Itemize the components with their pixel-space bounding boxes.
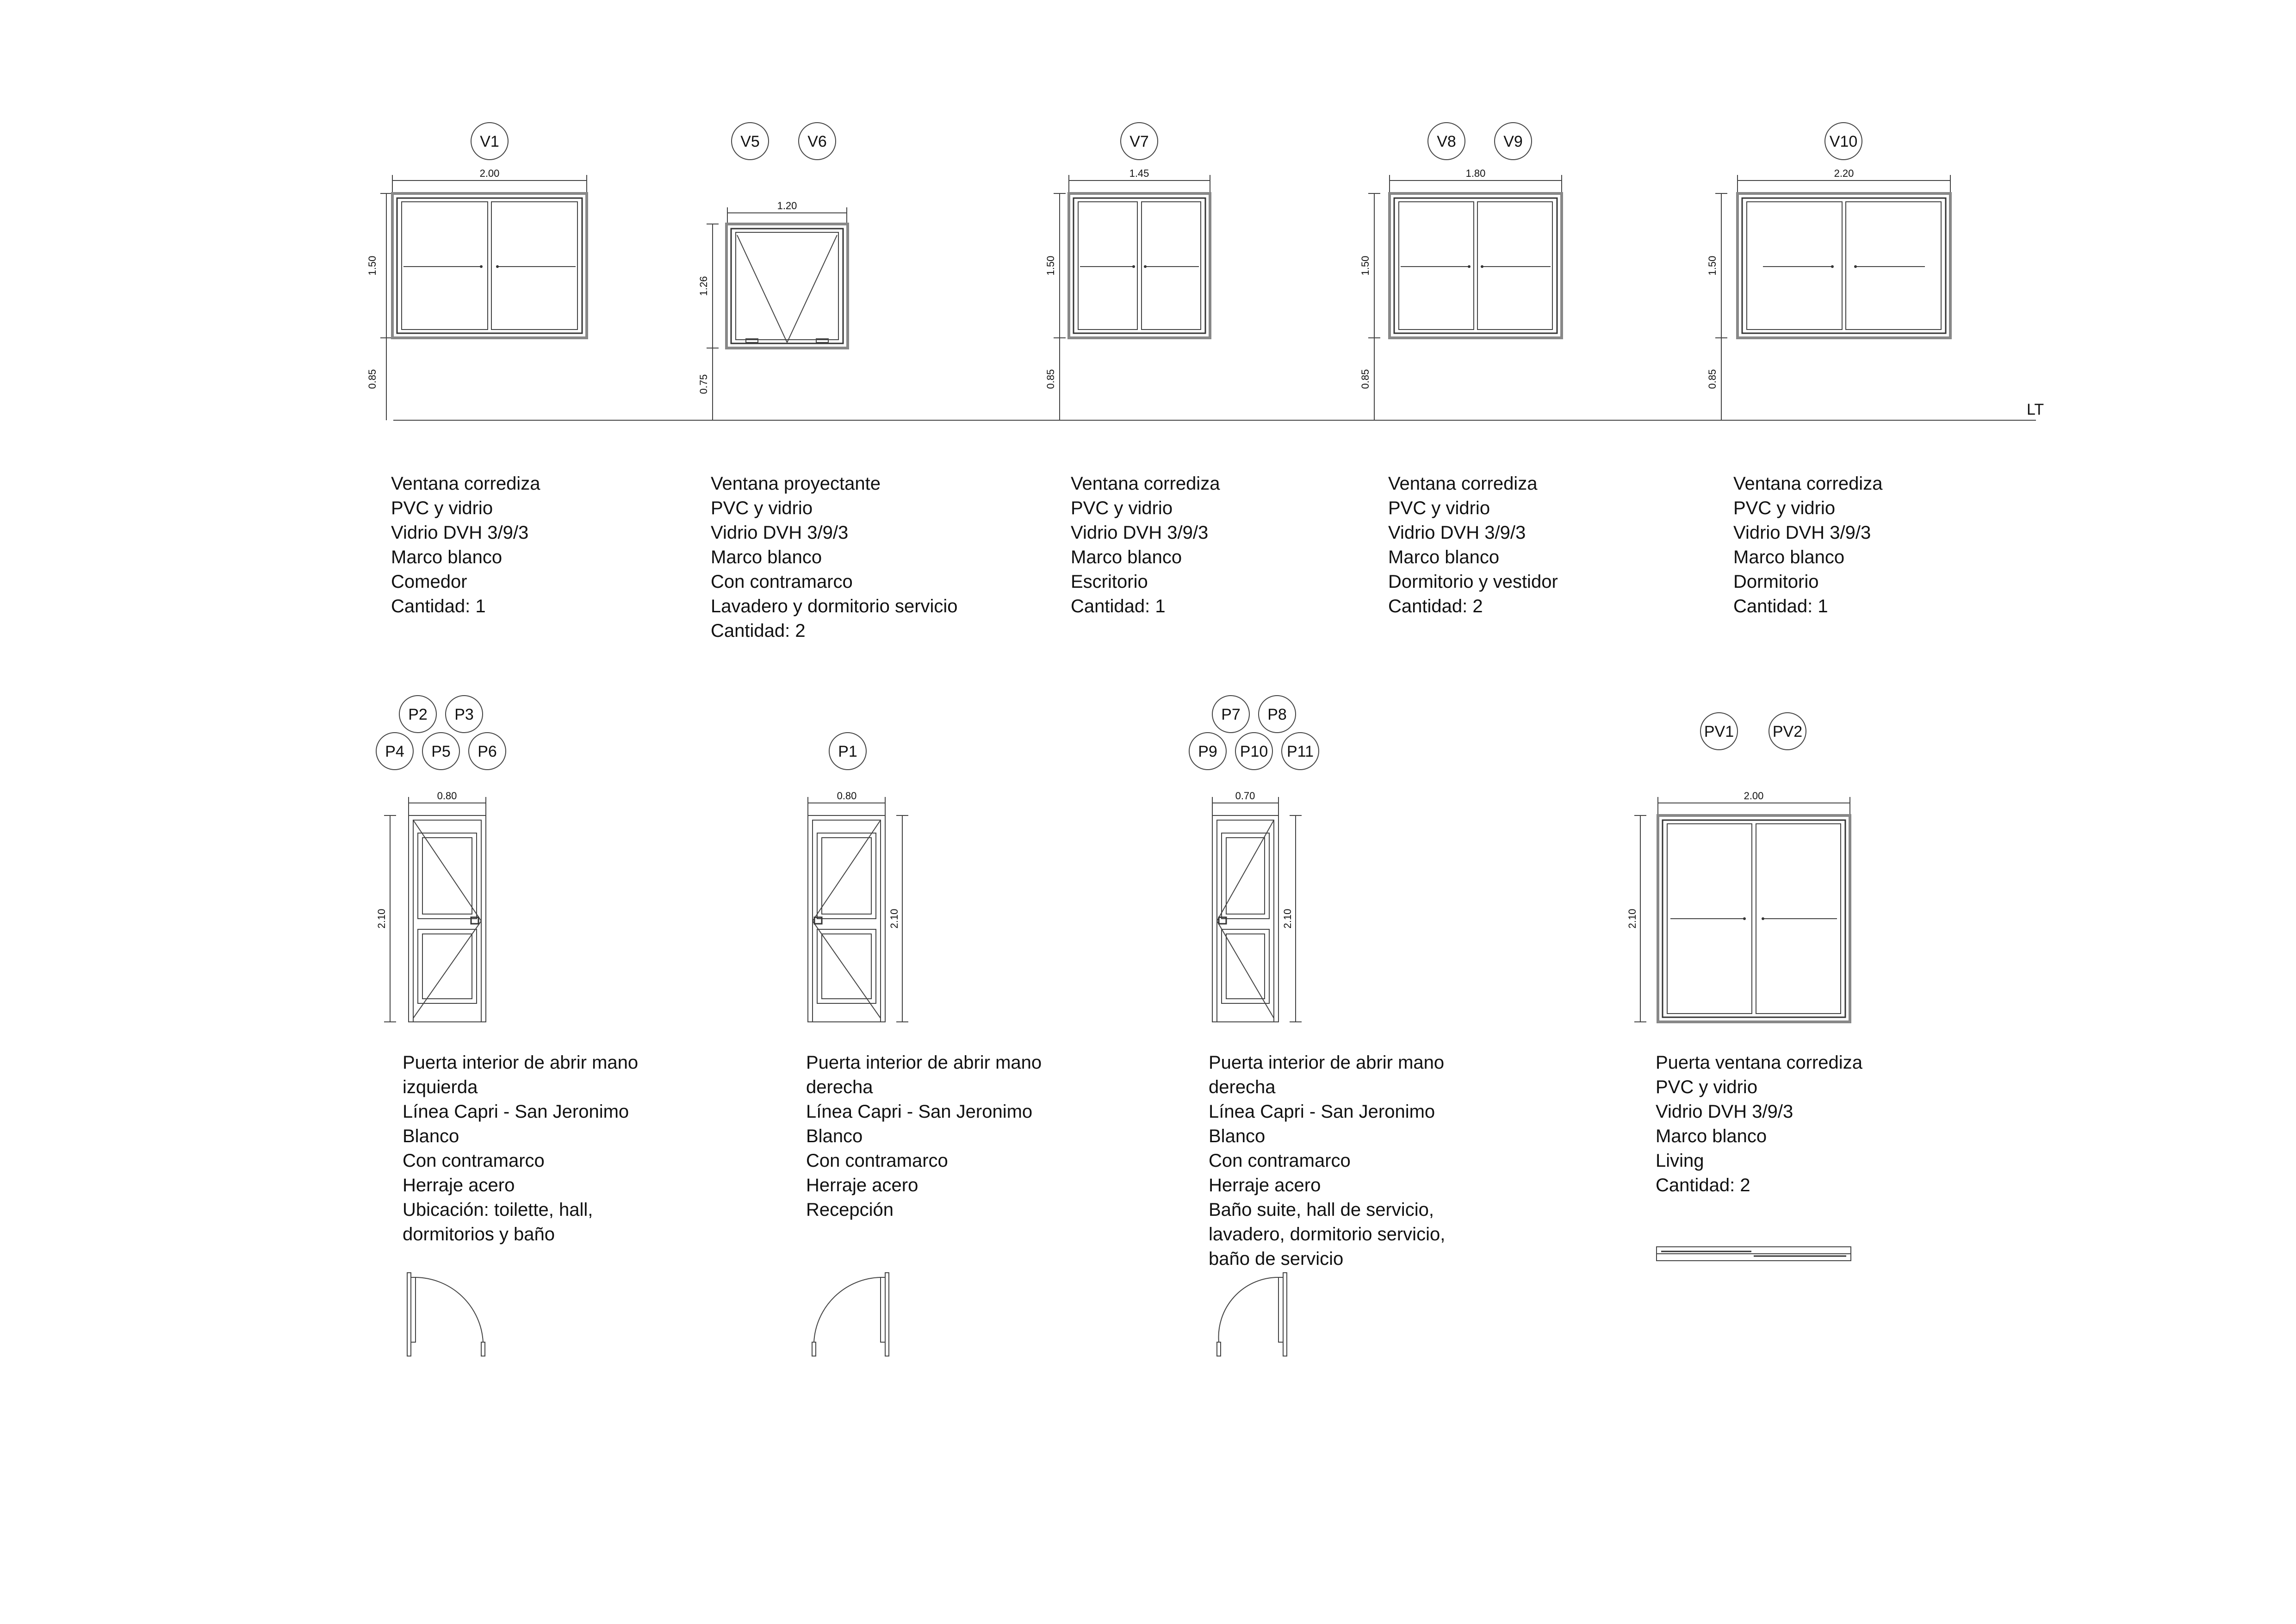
svg-text:P2: P2 — [408, 706, 428, 723]
svg-text:1.50: 1.50 — [366, 255, 378, 276]
svg-text:0.70: 0.70 — [1235, 790, 1255, 802]
svg-text:Herraje acero: Herraje acero — [403, 1175, 515, 1195]
svg-text:Puerta interior de abrir mano: Puerta interior de abrir mano — [1209, 1052, 1445, 1073]
svg-text:V10: V10 — [1829, 133, 1858, 150]
svg-text:PVC y vidrio: PVC y vidrio — [391, 498, 493, 518]
svg-text:Dormitorio: Dormitorio — [1733, 572, 1819, 592]
svg-text:0.85: 0.85 — [366, 369, 378, 389]
svg-text:Vidrio DVH 3/9/3: Vidrio DVH 3/9/3 — [391, 523, 529, 543]
svg-text:Puerta interior de abrir mano: Puerta interior de abrir mano — [806, 1052, 1042, 1073]
svg-text:Baño suite, hall de servicio,: Baño suite, hall de servicio, — [1209, 1200, 1434, 1220]
svg-text:P3: P3 — [454, 706, 474, 723]
svg-text:1.50: 1.50 — [1045, 255, 1056, 276]
svg-text:1.50: 1.50 — [1706, 255, 1718, 276]
ground-line-label: LT — [2027, 401, 2044, 418]
svg-text:P11: P11 — [1287, 743, 1314, 760]
svg-text:Marco blanco: Marco blanco — [711, 547, 822, 567]
svg-text:P9: P9 — [1198, 743, 1217, 760]
svg-text:P6: P6 — [478, 743, 497, 760]
svg-text:PVC y vidrio: PVC y vidrio — [711, 498, 813, 518]
svg-text:Cantidad: 2: Cantidad: 2 — [1656, 1175, 1750, 1195]
svg-text:Recepción: Recepción — [806, 1200, 894, 1220]
svg-text:Cantidad: 1: Cantidad: 1 — [1733, 596, 1828, 616]
svg-text:2.10: 2.10 — [888, 908, 900, 929]
svg-text:2.10: 2.10 — [1282, 908, 1293, 929]
svg-text:P4: P4 — [385, 743, 404, 760]
svg-text:Herraje acero: Herraje acero — [806, 1175, 918, 1195]
svg-text:Marco blanco: Marco blanco — [1733, 547, 1845, 567]
svg-text:Marco blanco: Marco blanco — [1071, 547, 1182, 567]
svg-text:2.00: 2.00 — [479, 168, 500, 179]
svg-text:P8: P8 — [1267, 706, 1287, 723]
svg-text:2.10: 2.10 — [1626, 908, 1638, 929]
svg-text:Blanco: Blanco — [403, 1126, 459, 1146]
svg-text:Vidrio DVH 3/9/3: Vidrio DVH 3/9/3 — [711, 523, 849, 543]
svg-text:Vidrio DVH 3/9/3: Vidrio DVH 3/9/3 — [1071, 523, 1209, 543]
svg-text:Línea Capri - San Jeronimo: Línea Capri - San Jeronimo — [1209, 1101, 1435, 1122]
svg-text:lavadero, dormitorio servicio,: lavadero, dormitorio servicio, — [1209, 1224, 1446, 1244]
svg-text:baño de servicio: baño de servicio — [1209, 1249, 1344, 1269]
svg-text:1.20: 1.20 — [777, 200, 797, 212]
svg-text:Blanco: Blanco — [806, 1126, 863, 1146]
svg-text:Vidrio DVH 3/9/3: Vidrio DVH 3/9/3 — [1733, 523, 1871, 543]
svg-text:Línea Capri - San Jeronimo: Línea Capri - San Jeronimo — [403, 1101, 629, 1122]
svg-text:V6: V6 — [807, 133, 827, 150]
svg-text:2.20: 2.20 — [1834, 168, 1854, 179]
svg-text:Cantidad: 1: Cantidad: 1 — [1071, 596, 1166, 616]
svg-text:Ventana corrediza: Ventana corrediza — [1733, 473, 1883, 494]
svg-text:Blanco: Blanco — [1209, 1126, 1266, 1146]
svg-text:0.75: 0.75 — [698, 374, 709, 394]
svg-text:PV1: PV1 — [1704, 723, 1734, 740]
svg-text:0.85: 0.85 — [1359, 369, 1371, 389]
svg-text:1.45: 1.45 — [1129, 168, 1149, 179]
svg-text:PVC y vidrio: PVC y vidrio — [1656, 1077, 1758, 1097]
svg-text:0.85: 0.85 — [1045, 369, 1056, 389]
svg-text:Con contramarco: Con contramarco — [806, 1151, 948, 1171]
svg-text:Marco blanco: Marco blanco — [391, 547, 503, 567]
svg-text:PV2: PV2 — [1772, 723, 1803, 740]
svg-text:Con contramarco: Con contramarco — [1209, 1151, 1351, 1171]
svg-text:derecha: derecha — [806, 1077, 873, 1097]
svg-text:Ventana proyectante: Ventana proyectante — [711, 473, 881, 494]
svg-text:Living: Living — [1656, 1151, 1704, 1171]
svg-text:P10: P10 — [1240, 743, 1268, 760]
svg-text:2.00: 2.00 — [1744, 790, 1764, 802]
svg-text:Cantidad: 2: Cantidad: 2 — [711, 621, 806, 641]
svg-text:Ventana corrediza: Ventana corrediza — [1071, 473, 1220, 494]
svg-text:Puerta ventana corrediza: Puerta ventana corrediza — [1656, 1052, 1862, 1073]
svg-text:2.10: 2.10 — [376, 908, 387, 929]
svg-text:Con contramarco: Con contramarco — [403, 1151, 545, 1171]
svg-text:Ventana corrediza: Ventana corrediza — [1388, 473, 1538, 494]
svg-text:P1: P1 — [838, 743, 857, 760]
svg-text:V8: V8 — [1437, 133, 1456, 150]
svg-text:Lavadero y dormitorio servicio: Lavadero y dormitorio servicio — [711, 596, 958, 616]
svg-text:Escritorio: Escritorio — [1071, 572, 1148, 592]
svg-text:1.50: 1.50 — [1359, 255, 1371, 276]
svg-text:V1: V1 — [480, 133, 499, 150]
svg-text:V9: V9 — [1503, 133, 1523, 150]
svg-text:Marco blanco: Marco blanco — [1388, 547, 1500, 567]
svg-text:P7: P7 — [1221, 706, 1241, 723]
svg-text:Dormitorio y vestidor: Dormitorio y vestidor — [1388, 572, 1558, 592]
svg-text:V7: V7 — [1129, 133, 1149, 150]
svg-text:Puerta interior de abrir mano: Puerta interior de abrir mano — [403, 1052, 639, 1073]
svg-text:V5: V5 — [740, 133, 760, 150]
svg-text:dormitorios y baño: dormitorios y baño — [403, 1224, 555, 1244]
svg-text:Ventana corrediza: Ventana corrediza — [391, 473, 540, 494]
svg-text:1.26: 1.26 — [698, 276, 709, 296]
svg-text:Comedor: Comedor — [391, 572, 467, 592]
svg-text:Ubicación: toilette, hall,: Ubicación: toilette, hall, — [403, 1200, 593, 1220]
svg-text:Línea Capri - San Jeronimo: Línea Capri - San Jeronimo — [806, 1101, 1033, 1122]
svg-text:derecha: derecha — [1209, 1077, 1276, 1097]
svg-text:PVC y vidrio: PVC y vidrio — [1733, 498, 1836, 518]
svg-text:Vidrio DVH 3/9/3: Vidrio DVH 3/9/3 — [1388, 523, 1526, 543]
svg-text:Con contramarco: Con contramarco — [711, 572, 853, 592]
svg-text:Vidrio DVH 3/9/3: Vidrio DVH 3/9/3 — [1656, 1101, 1793, 1122]
svg-text:izquierda: izquierda — [403, 1077, 478, 1097]
svg-text:P5: P5 — [431, 743, 451, 760]
svg-text:Marco blanco: Marco blanco — [1656, 1126, 1767, 1146]
svg-text:Herraje acero: Herraje acero — [1209, 1175, 1321, 1195]
svg-text:Cantidad: 1: Cantidad: 1 — [391, 596, 486, 616]
svg-text:0.85: 0.85 — [1706, 369, 1718, 389]
svg-text:PVC y vidrio: PVC y vidrio — [1071, 498, 1173, 518]
svg-text:Cantidad: 2: Cantidad: 2 — [1388, 596, 1483, 616]
svg-text:1.80: 1.80 — [1465, 168, 1486, 179]
svg-text:0.80: 0.80 — [837, 790, 857, 802]
svg-text:0.80: 0.80 — [437, 790, 457, 802]
svg-text:PVC y vidrio: PVC y vidrio — [1388, 498, 1490, 518]
